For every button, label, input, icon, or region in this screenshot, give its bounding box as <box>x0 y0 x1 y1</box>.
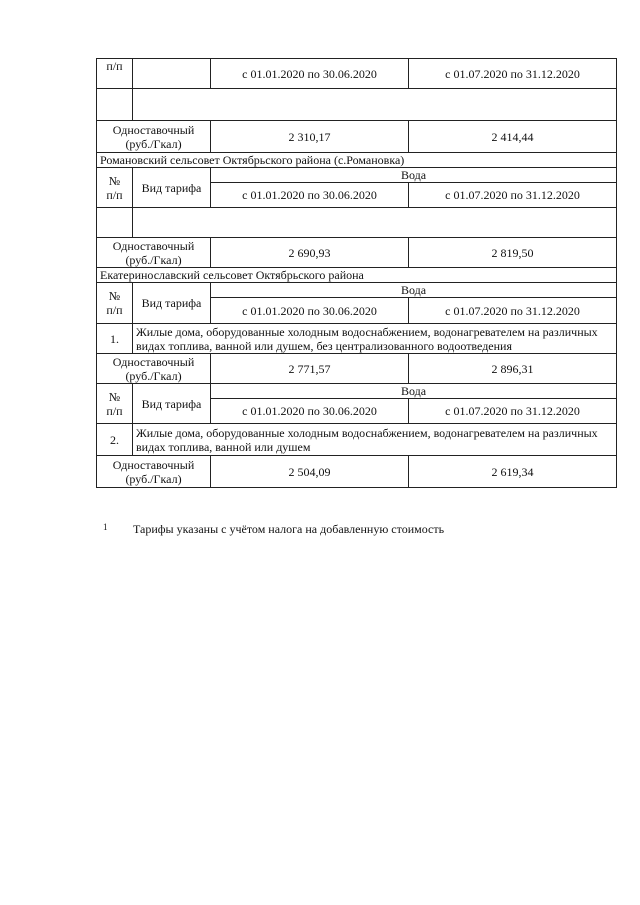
consumer-row-2 <box>97 424 617 456</box>
period2-header: с 01.07.2020 по 31.12.2020 <box>409 183 617 208</box>
rate-value-period2: 2 896,31 <box>409 354 617 384</box>
num-header-cell: № п/п <box>97 283 133 324</box>
rate-value-period1: 2 310,17 <box>211 121 409 153</box>
row-number: 1. <box>97 324 133 354</box>
header-water-row-3b <box>97 384 617 399</box>
period1-header: с 01.01.2020 по 30.06.2020 <box>211 399 409 424</box>
rate-row-1 <box>97 121 617 153</box>
footnote <box>103 522 623 537</box>
header-period-row-1 <box>97 59 617 89</box>
water-header: Вода <box>211 283 617 298</box>
rate-label: Одноставочный (руб./Гкал) <box>97 354 211 384</box>
period2-header: с 01.07.2020 по 31.12.2020 <box>409 399 617 424</box>
period2-header: с 01.07.2020 по 31.12.2020 <box>409 298 617 324</box>
section-title: Екатеринославский сельсовет Октябрьского района <box>97 268 617 283</box>
rate-value-period1: 2 504,09 <box>211 456 409 488</box>
period1-header: с 01.01.2020 по 30.06.2020 <box>211 59 409 89</box>
water-header: Вода <box>211 168 617 183</box>
rate-value-period2: 2 619,34 <box>409 456 617 488</box>
rate-value-period1: 2 690,93 <box>211 238 409 268</box>
rate-value-period2: 2 819,50 <box>409 238 617 268</box>
header-water-row-3a <box>97 283 617 298</box>
row-number: 2. <box>97 424 133 456</box>
section-title: Романовский сельсовет Октябрьского района (с.Романовка) <box>97 153 617 168</box>
rate-label: Одноставочный (руб./Гкал) <box>97 456 211 488</box>
period2-header: с 01.07.2020 по 31.12.2020 <box>409 59 617 89</box>
section-title-row-2 <box>97 153 617 168</box>
num-header-cell: № п/п <box>97 168 133 208</box>
num-header-cell: № п/п <box>97 384 133 424</box>
tariff-table <box>96 58 617 488</box>
period1-header: с 01.01.2020 по 30.06.2020 <box>211 183 409 208</box>
empty-row-2 <box>97 208 617 238</box>
consumer-description: Жилые дома, оборудованные холодным водоснабжением, водонагревателем на различных видах топлива, ванной или душем, без централизованного водоотведения <box>133 324 617 354</box>
type-header-cell: Вид тарифа <box>133 168 211 208</box>
num-header-cell: п/п <box>97 59 133 89</box>
rate-label: Одноставочный (руб./Гкал) <box>97 238 211 268</box>
rate-value-period2: 2 414,44 <box>409 121 617 153</box>
period1-header: с 01.01.2020 по 30.06.2020 <box>211 298 409 324</box>
rate-row-3b <box>97 456 617 488</box>
section-title-row-3 <box>97 268 617 283</box>
rate-label: Одноставочный (руб./Гкал) <box>97 121 211 153</box>
footnote-mark: 1 <box>103 522 108 532</box>
header-water-row-2 <box>97 168 617 183</box>
footnote-text: Тарифы указаны с учётом налога на добавленную стоимость <box>133 522 445 536</box>
rate-row-2 <box>97 238 617 268</box>
rate-value-period1: 2 771,57 <box>211 354 409 384</box>
water-header: Вода <box>211 384 617 399</box>
consumer-description: Жилые дома, оборудованные холодным водоснабжением, водонагревателем на различных видах топлива, ванной или душем <box>133 424 617 456</box>
rate-row-3a <box>97 354 617 384</box>
type-header-cell: Вид тарифа <box>133 283 211 324</box>
consumer-row-1 <box>97 324 617 354</box>
type-header-cell <box>133 59 211 89</box>
empty-row-1 <box>97 89 617 121</box>
type-header-cell: Вид тарифа <box>133 384 211 424</box>
